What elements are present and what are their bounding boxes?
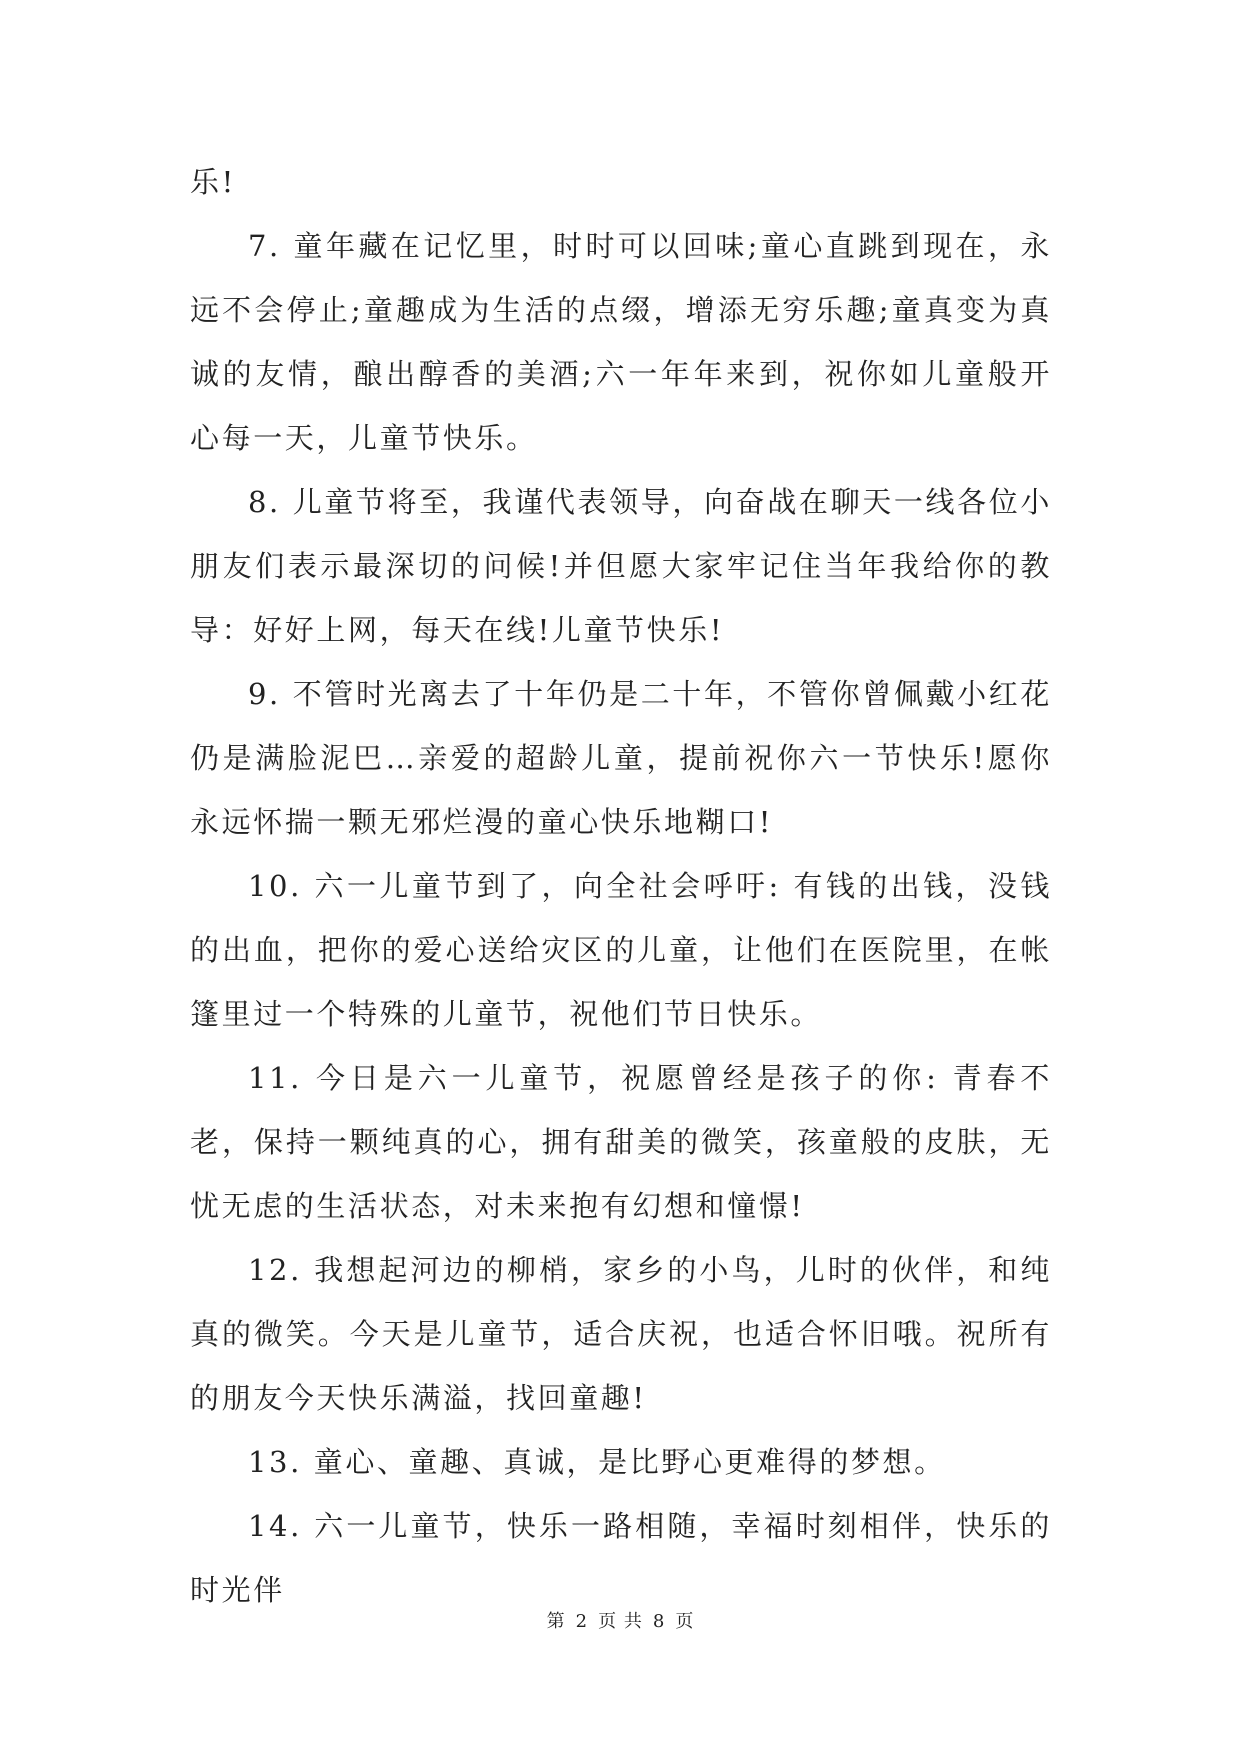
paragraph-item-10: 10. 六一儿童节到了，向全社会呼吁: 有钱的出钱，没钱的出血，把你的爱心送给灾区的儿童，让他们在医院里，在帐篷里过一个特殊的儿童节，祝他们节日快乐。 [190,869,1052,1031]
footer-total-pages: 8 [652,1611,666,1632]
footer-suffix: 页 [675,1611,695,1632]
paragraph-item-9: 9. 不管时光离去了十年仍是二十年，不管你曾佩戴小红花仍是满脸泥巴…亲爱的超龄儿童，提前祝你六一节快乐!愿你永远怀揣一颗无邪烂漫的童心快乐地糊口! [190,677,1052,839]
paragraph-item-11: 11. 今日是六一儿童节，祝愿曾经是孩子的你: 青春不老，保持一颗纯真的心，拥有甜美的微笑，孩童般的皮肤，无忧无虑的生活状态，对未来抱有幻想和憧憬! [190,1061,1052,1223]
footer-current-page: 2 [575,1611,589,1632]
document-body [190,150,1052,1622]
paragraph-item-8: 8. 儿童节将至，我谨代表领导，向奋战在聊天一线各位小朋友们表示最深切的问候!并但愿大家牢记住当年我给你的教导：好好上网，每天在线!儿童节快乐! [190,485,1052,647]
paragraph-item-7: 7. 童年藏在记忆里，时时可以回味;童心直跳到现在，永远不会停止;童趣成为生活的点缀，增添无穷乐趣;童真变为真诚的友情，酿出醇香的美酒;六一年年来到，祝你如儿童般开心每一天，儿童节快乐。 [190,229,1052,455]
footer-prefix: 第 [546,1611,566,1632]
footer-middle: 页 共 [598,1611,643,1632]
paragraph-item-12: 12. 我想起河边的柳梢，家乡的小鸟，儿时的伙伴，和纯真的微笑。今天是儿童节，适合庆祝，也适合怀旧哦。祝所有的朋友今天快乐满溢，找回童趣! [190,1253,1052,1415]
paragraph-item-14: 14. 六一儿童节，快乐一路相随，幸福时刻相伴，快乐的时光伴 [190,1509,1052,1607]
page-footer [0,1607,1241,1633]
paragraph-item-13: 13. 童心、童趣、真诚，是比野心更难得的梦想。 [248,1445,946,1479]
paragraph-continuation: 乐! [190,165,236,199]
